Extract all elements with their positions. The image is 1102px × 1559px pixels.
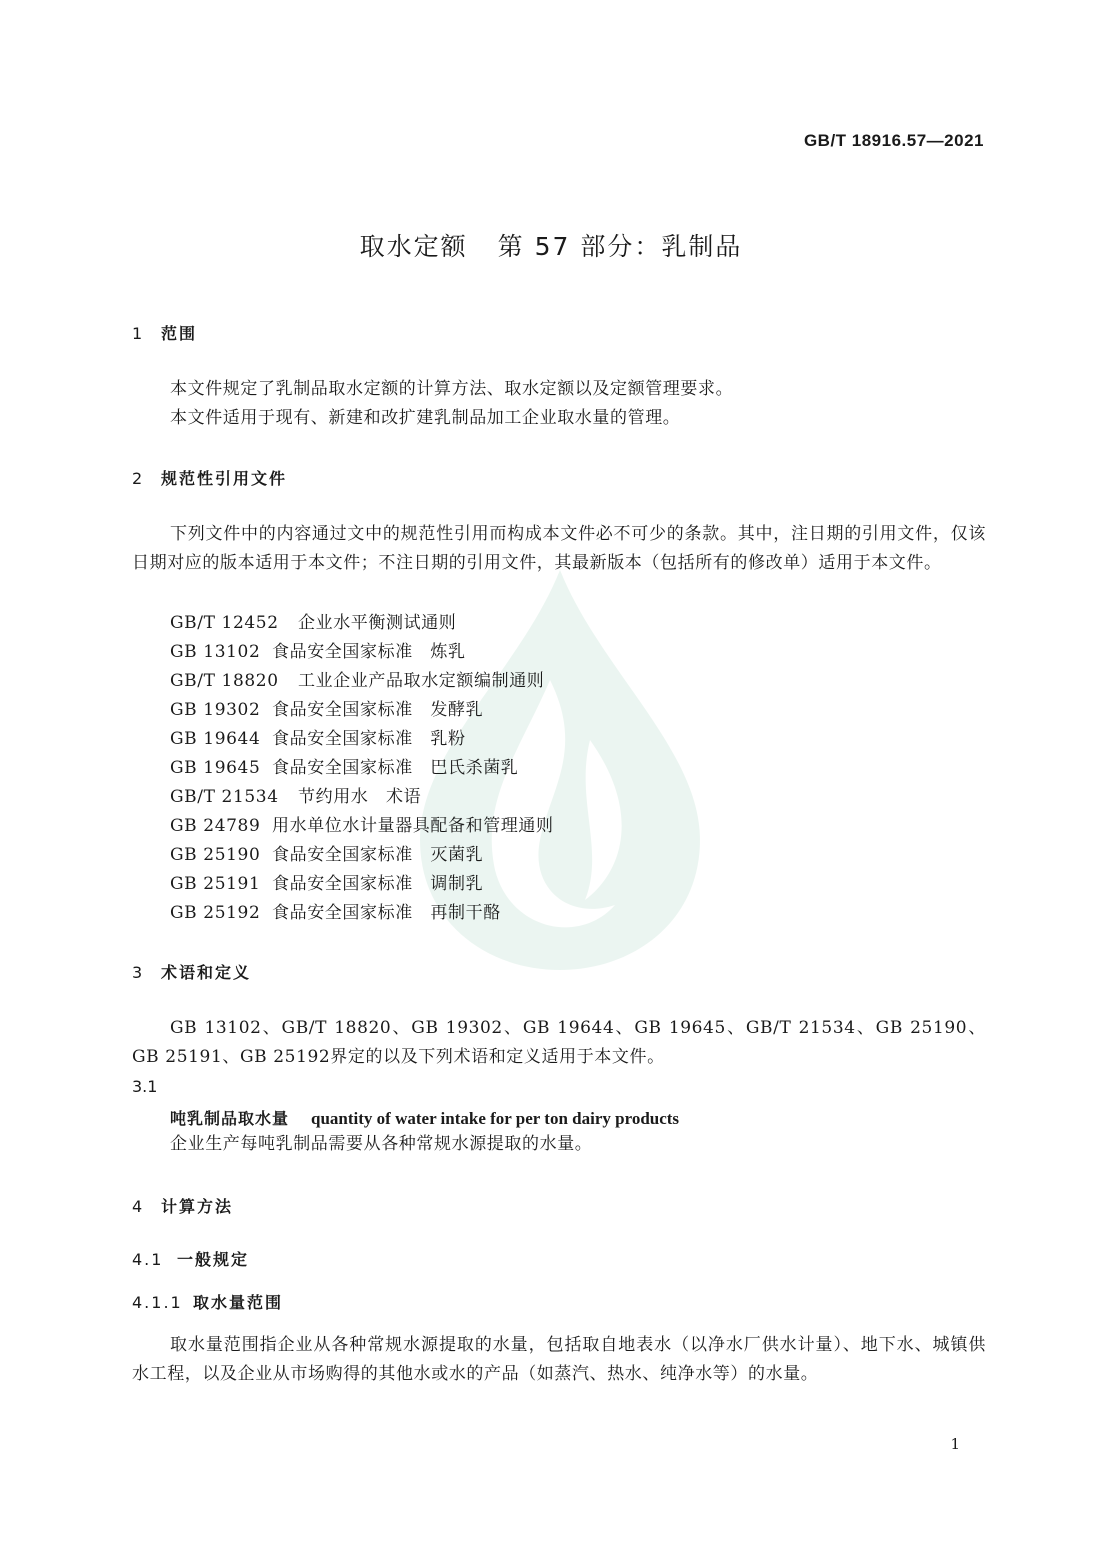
- reference-code: GB 25190: [170, 845, 261, 865]
- paragraph: 下列文件中的内容通过文中的规范性引用而构成本文件必不可少的条款。其中，注日期的引用文件，仅该日期对应的版本适用于本文件；不注日期的引用文件，其最新版本（包括所有的修改单）适用于本文件。: [132, 524, 986, 573]
- standard-code: GB/T 18916.57—2021: [803, 131, 984, 150]
- reference-title: 食品安全国家标准 炼乳: [272, 642, 466, 662]
- section-4-1-1-heading: [132, 1290, 283, 1313]
- reference-code: GB 19302: [170, 700, 261, 720]
- section-number: 4.1.1: [132, 1293, 183, 1312]
- paragraph: 本文件规定了乳制品取水定额的计算方法、取水定额以及定额管理要求。: [170, 379, 734, 399]
- reference-item: [170, 840, 483, 865]
- reference-title: 食品安全国家标准 调制乳: [272, 874, 484, 894]
- term-definition: 企业生产每吨乳制品需要从各种常规水源提取的水量。: [170, 1134, 593, 1154]
- section-title: 取水量范围: [193, 1293, 284, 1312]
- reference-code: GB/T 12452: [170, 613, 279, 633]
- section-number: 1: [132, 324, 145, 343]
- section-number: 2: [132, 469, 145, 488]
- section-3-heading: [132, 960, 251, 983]
- paragraph: 取水量范围指企业从各种常规水源提取的水量，包括取自地表水（以净水厂供水计量）、地下水、城镇供水工程，以及企业从市场购得的其他水或水的产品（如蒸汽、热水、纯净水等）的水量。: [132, 1335, 986, 1384]
- reference-title: 企业水平衡测试通则: [298, 613, 457, 633]
- section-number: 4: [132, 1197, 145, 1216]
- reference-title: 食品安全国家标准 乳粉: [272, 729, 466, 749]
- reference-item: [170, 608, 456, 633]
- section-1-heading: [132, 321, 197, 344]
- page-number: 1: [950, 1435, 960, 1453]
- section-title: 术语和定义: [161, 963, 252, 982]
- section-2-heading: [132, 466, 287, 489]
- reference-title: 节约用水 术语: [298, 787, 422, 807]
- section-title: 计算方法: [161, 1197, 234, 1216]
- document-title: [0, 227, 1102, 263]
- reference-code: GB 19645: [170, 758, 261, 778]
- reference-code: GB/T 18820: [170, 671, 279, 691]
- reference-title: 食品安全国家标准 再制干酪: [272, 903, 501, 923]
- reference-title: 食品安全国家标准 巴氏杀菌乳: [272, 758, 519, 778]
- reference-title: 工业企业产品取水定额编制通则: [298, 671, 545, 691]
- reference-code: GB 19644: [170, 729, 261, 749]
- section-4-heading: [132, 1194, 233, 1217]
- reference-code: GB/T 21534: [170, 787, 279, 807]
- reference-item: [170, 637, 466, 662]
- term-english: quantity of water intake for per ton dairy products: [311, 1109, 680, 1128]
- reference-code: GB 25192: [170, 903, 261, 923]
- paragraph: GB 13102、GB/T 18820、GB 19302、GB 19644、GB 19645、GB/T 21534、GB 25190、GB 25191、GB 25192界定的以及下列术语和定义适用于本文件。: [132, 1018, 986, 1067]
- title-part2: 第 57 部分：乳制品: [497, 232, 743, 261]
- reference-title: 食品安全国家标准 灭菌乳: [272, 845, 484, 865]
- term-number: 3.1: [132, 1077, 158, 1096]
- reference-title: 食品安全国家标准 发酵乳: [272, 700, 484, 720]
- section-number: 3: [132, 963, 145, 982]
- reference-item: [170, 898, 501, 923]
- term-chinese: 吨乳制品取水量: [170, 1109, 290, 1128]
- section-title: 范围: [161, 324, 198, 343]
- term-heading: [170, 1106, 679, 1129]
- reference-code: GB 13102: [170, 642, 261, 662]
- reference-item: [170, 869, 483, 894]
- reference-title: 用水单位水计量器具配备和管理通则: [272, 816, 554, 836]
- reference-item: [170, 695, 483, 720]
- reference-item: [170, 666, 544, 691]
- reference-item: [170, 782, 421, 807]
- section-4-1-heading: [132, 1247, 249, 1270]
- reference-code: GB 25191: [170, 874, 261, 894]
- paragraph: 本文件适用于现有、新建和改扩建乳制品加工企业取水量的管理。: [170, 408, 681, 428]
- section-title: 一般规定: [177, 1250, 250, 1269]
- reference-item: [170, 753, 518, 778]
- reference-item: [170, 811, 554, 836]
- reference-code: GB 24789: [170, 816, 261, 836]
- section-title: 规范性引用文件: [161, 469, 288, 488]
- title-part1: 取水定额: [359, 232, 468, 261]
- section-number: 4.1: [132, 1250, 164, 1269]
- reference-item: [170, 724, 466, 749]
